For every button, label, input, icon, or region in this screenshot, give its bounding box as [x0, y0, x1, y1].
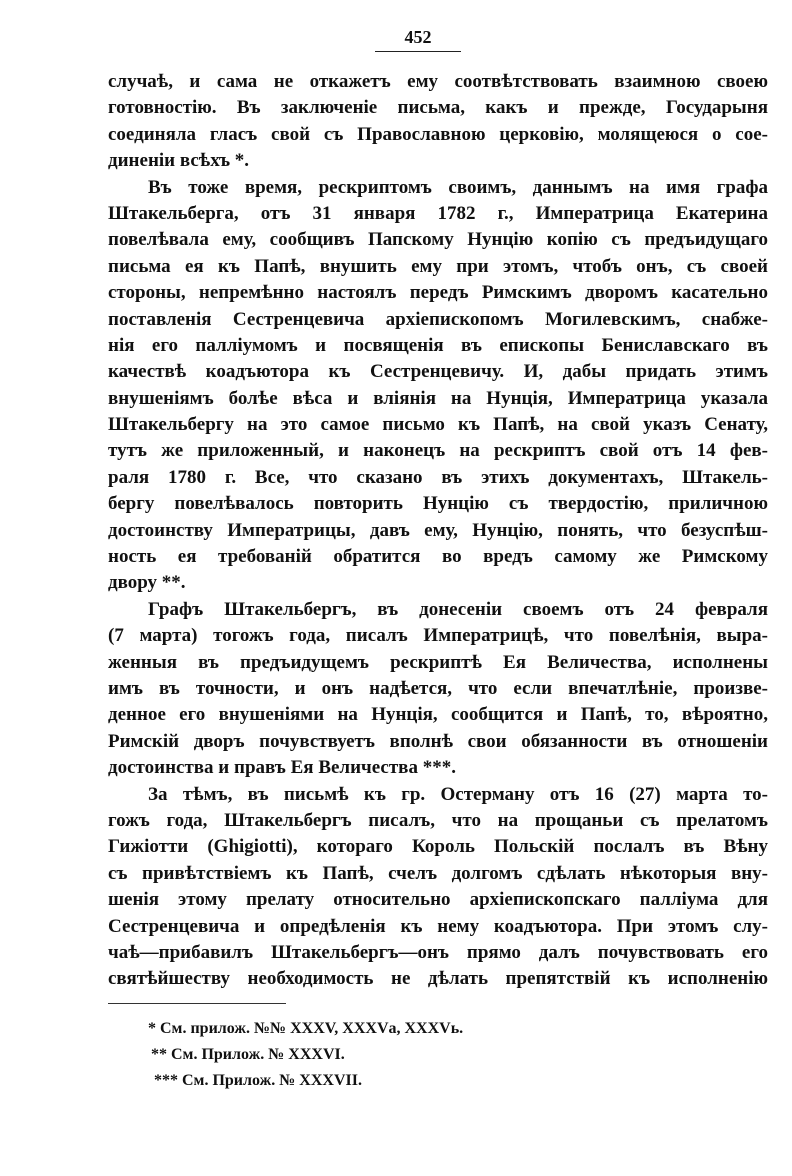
- text-line: женныя въ предъидущемъ рескриптѣ Ея Величества, исполнены: [108, 651, 768, 673]
- text-line: поставленія Сестренцевича архіепископомъ Могилевскимъ, снабже-: [108, 308, 768, 330]
- text-line: качествѣ коадъютора къ Сестренцевичу. И, дабы придать этимъ: [108, 361, 768, 383]
- text-line: съ привѣтствіемъ къ Папѣ, счелъ долгомъ сдѣлать нѣкоторыя вну-: [108, 862, 768, 884]
- text-line: соединяла гласъ свой съ Православною церковію, молящеюся о сое-: [108, 123, 768, 145]
- text-line: денное его внушеніями на Нунція, сообщится и Папѣ, то, вѣроятно,: [108, 704, 768, 726]
- paragraph: [108, 782, 768, 993]
- text-line: двору **.: [108, 572, 186, 594]
- text-line: гожъ года, Штакельбергъ писалъ, что на прощаньи съ прелатомъ: [108, 809, 768, 831]
- text-line: За тѣмъ, въ письмѣ къ гр. Остерману отъ 16 (27) марта то-: [148, 783, 768, 805]
- text-line: повелѣвала ему, сообщивъ Папскому Нунцію копію съ предъидущаго: [108, 229, 768, 251]
- text-line: тутъ же приложенный, и наконецъ на рескриптъ свой отъ 14 фев-: [108, 440, 768, 462]
- text-line: диненіи всѣхъ *.: [108, 150, 250, 172]
- footnote: *** См. Прилож. № XXXVII.: [154, 1072, 362, 1089]
- text-line: (7 марта) тогожъ года, писалъ Императрицѣ, что повелѣнія, выра-: [108, 625, 768, 647]
- text-line: нія его палліумомъ и посвященія въ епископы Бениславскаго въ: [108, 334, 768, 356]
- text-line: ность ея требованій обратится во вредъ самому же Римскому: [108, 546, 768, 568]
- text-line: имъ въ точности, и онъ надѣется, что если впечатлѣніе, произве-: [108, 677, 768, 699]
- footnote-divider: [108, 1003, 286, 1004]
- text-line: случаѣ, и сама не откажетъ ему соотвѣтствовать взаимною своею: [108, 71, 768, 92]
- text-line: достоинству Императрицы, давъ ему, Нунцію, понять, что безуспѣш-: [108, 519, 768, 541]
- footnote: * См. прилож. №№ XXXV, XXXVа, XXXVь.: [148, 1020, 464, 1037]
- text-line: Штакельберга, отъ 31 января 1782 г., Императрица Екатерина: [108, 202, 768, 224]
- footnotes: [148, 1016, 463, 1094]
- footnote: ** См. Прилож. № XXXVI.: [151, 1046, 345, 1063]
- text-line: чаѣ—прибавилъ Штакельбергъ—онъ прямо далъ почувствовать его: [108, 941, 768, 963]
- text-line: бергу повелѣвалось повторить Нунцію съ твердостію, приличною: [108, 493, 768, 515]
- body-text: [108, 69, 768, 993]
- text-line: Графъ Штакельбергъ, въ донесеніи своемъ отъ 24 февраля: [148, 598, 768, 620]
- text-line: Сестренцевича и опредѣленія къ нему коадъютора. При этомъ слу-: [108, 915, 768, 937]
- text-line: готовностію. Въ заключеніе письма, какъ и прежде, Государыня: [108, 97, 768, 119]
- paragraph: [108, 175, 768, 597]
- text-line: святѣйшеству необходимость не дѣлать препятствій къ исполненію: [108, 968, 768, 990]
- text-line: раля 1780 г. Все, что сказано въ этихъ документахъ, Штакель-: [108, 466, 768, 488]
- text-line: Римскій дворъ почувствуетъ вполнѣ свои обязанности въ отношеніи: [108, 730, 768, 752]
- text-line: письма ея къ Папѣ, внушить ему при этомъ, чтобъ онъ, съ своей: [108, 255, 768, 277]
- text-line: Гижіотти (Ghigiotti), котораго Король Польскій послалъ въ Вѣну: [108, 836, 768, 858]
- paragraph: [108, 597, 768, 782]
- text-line: достоинства и правъ Ея Величества ***.: [108, 757, 456, 779]
- text-line: стороны, непремѣнно настоялъ передъ Римскимъ дворомъ касательно: [108, 282, 768, 304]
- paragraph: [108, 69, 768, 175]
- text-line: Штакельбергу на это самое письмо къ Папѣ, на свой указъ Сенату,: [108, 414, 768, 436]
- text-line: шенія этому прелату относительно архіепископскаго палліума для: [108, 889, 768, 911]
- text-line: Въ тоже время, рескриптомъ своимъ, даннымъ на имя графа: [148, 176, 768, 198]
- page-number: 452: [375, 26, 461, 52]
- text-line: внушеніямъ болѣе вѣса и вліянія на Нунція, Императрица указала: [108, 387, 768, 409]
